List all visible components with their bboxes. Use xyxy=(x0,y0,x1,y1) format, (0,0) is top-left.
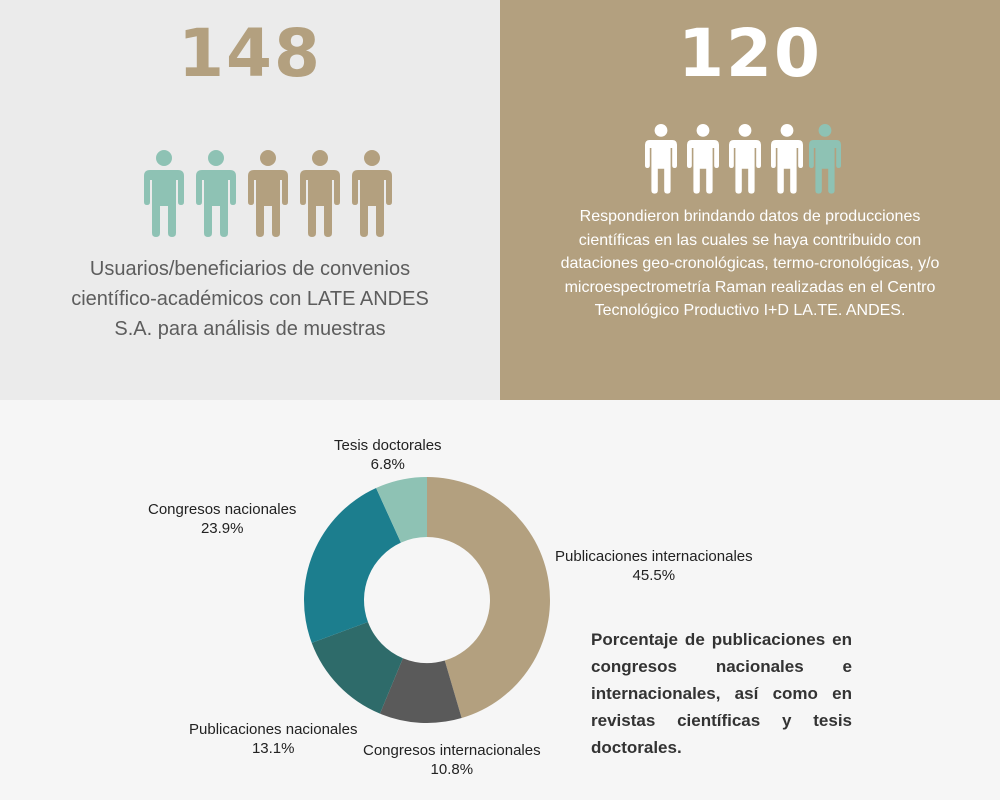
person-icon xyxy=(144,150,184,237)
person-icon xyxy=(352,150,392,237)
respondents-count: 120 xyxy=(678,15,822,92)
slice-percent: 23.9% xyxy=(200,520,244,537)
slice-percent: 45.5% xyxy=(632,567,676,584)
slice-name: Congresos internacionales xyxy=(363,742,541,759)
donut-slice-3 xyxy=(304,488,401,643)
slice-percent: 6.8% xyxy=(370,456,405,473)
person-icon xyxy=(300,150,340,237)
slice-label-congresos-nacionales xyxy=(148,500,296,538)
slice-label-tesis-doctorales xyxy=(334,436,442,474)
slice-percent: 13.1% xyxy=(251,740,295,757)
person-icon xyxy=(196,150,236,237)
users-description: Usuarios/beneficiarios de convenios científico-académicos con LATE ANDES S.A. para análisis de muestras xyxy=(71,258,429,340)
person-icon xyxy=(687,124,719,194)
respondents-panel xyxy=(500,0,1000,400)
users-count: 148 xyxy=(178,15,322,92)
person-icon xyxy=(809,124,841,194)
chart-caption: Porcentaje de publicaciones en congresos nacionales e internacionales, así como en revistas científicas y tesis doctorales. xyxy=(591,630,852,757)
publications-chart-section xyxy=(0,400,1000,800)
person-icon xyxy=(729,124,761,194)
slice-name: Tesis doctorales xyxy=(334,437,442,454)
person-icon xyxy=(771,124,803,194)
slice-label-publicaciones-internacionales xyxy=(555,547,753,585)
slice-label-publicaciones-nacionales xyxy=(189,720,357,758)
slice-percent: 10.8% xyxy=(430,761,474,778)
person-icon xyxy=(645,124,677,194)
slice-name: Publicaciones nacionales xyxy=(189,721,358,738)
slice-name: Publicaciones internacionales xyxy=(555,548,753,565)
respondents-description: Respondieron brindando datos de producciones científicas en las cuales se haya contribuido con dataciones geo-cronológicas, termo-cronológicas, y/o microespectrometría Raman realizadas en el Centro Tecnológico Productivo I+D LA.TE. ANDES. xyxy=(560,208,940,319)
users-panel xyxy=(0,0,500,400)
slice-name: Congresos nacionales xyxy=(148,501,297,518)
person-icon xyxy=(248,150,288,237)
slice-label-congresos-internacionales xyxy=(363,741,541,779)
